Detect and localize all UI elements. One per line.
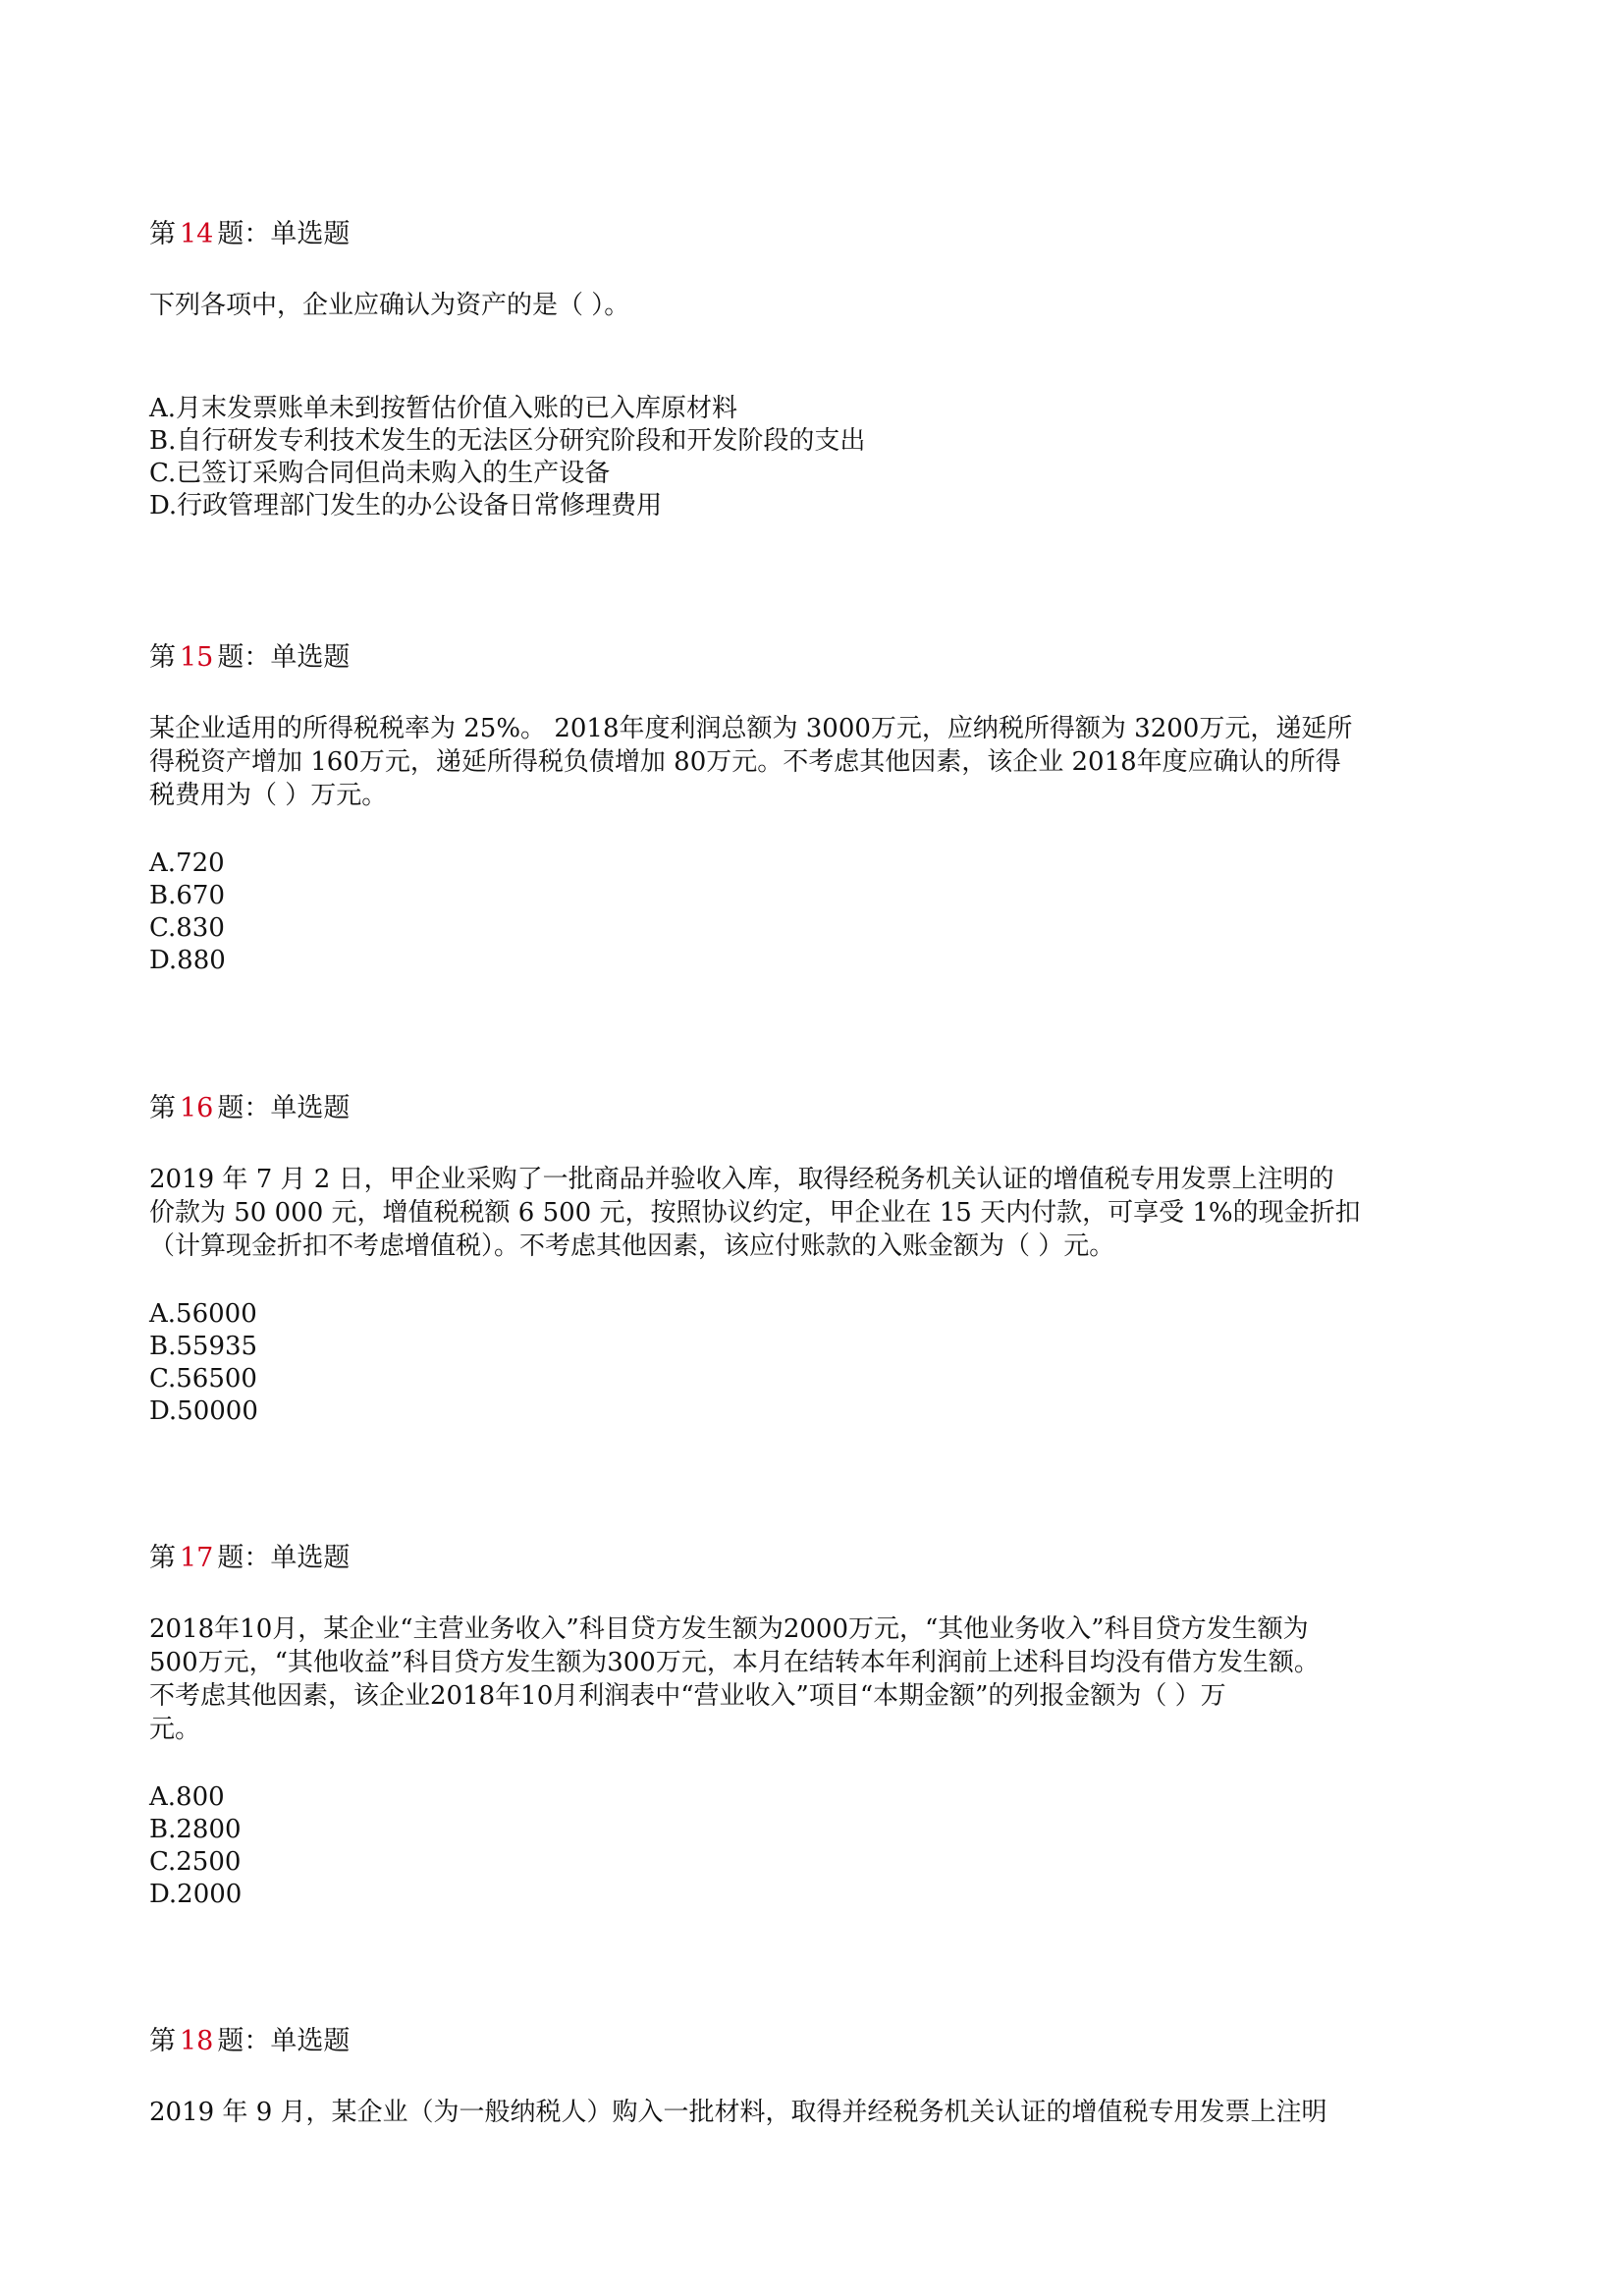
stem-line: 下列各项中，企业应确认为资产的是（ ）。 [149, 291, 630, 320]
question-type: 题：单选题 [217, 2026, 351, 2056]
option-b: B.2800 [149, 1815, 242, 1844]
option-list [149, 1781, 1475, 1911]
option-b: B.55935 [149, 1332, 258, 1361]
question-prefix: 第 [149, 1093, 176, 1123]
question-header [149, 2025, 1475, 2058]
question-header [149, 218, 1475, 251]
option-a: A.月末发票账单未到按暂估价值入账的已入库原材料 [149, 394, 738, 423]
question-prefix: 第 [149, 642, 176, 673]
stem-line: （计算现金折扣不考虑增值税）。不考虑其他因素，该应付账款的入账金额为（ ）元。 [149, 1231, 1115, 1261]
question-type: 题：单选题 [217, 1093, 351, 1123]
option-b: B.670 [149, 881, 225, 910]
stem-line: 元。 [149, 1715, 201, 1744]
question-number: 14 [180, 219, 214, 249]
question-18 [149, 2025, 1475, 2129]
option-c: C.已签订采购合同但尚未购入的生产设备 [149, 459, 611, 488]
stem-line: 2019 年 9 月，某企业（为一般纳税人）购入一批材料，取得并经税务机关认证的增值税专用发票上注明 [149, 2098, 1327, 2127]
stem-line: 某企业适用的所得税税率为 25%。 2018年度利润总额为 3000万元，应纳税所得额为 3200万元，递延所 [149, 714, 1353, 743]
question-number: 16 [180, 1093, 214, 1123]
question-stem [149, 1613, 1475, 1746]
option-list [149, 1298, 1475, 1428]
option-c: C.830 [149, 913, 225, 943]
question-15 [149, 641, 1475, 977]
option-d: D.50000 [149, 1396, 258, 1426]
option-d: D.880 [149, 946, 226, 975]
question-14 [149, 218, 1475, 522]
question-prefix: 第 [149, 2026, 176, 2056]
option-a: A.56000 [149, 1299, 257, 1329]
option-b: B.自行研发专利技术发生的无法区分研究阶段和开发阶段的支出 [149, 426, 866, 456]
question-number: 17 [180, 1543, 214, 1573]
question-prefix: 第 [149, 219, 176, 249]
stem-line: 2019 年 7 月 2 日，甲企业采购了一批商品并验收入库，取得经税务机关认证的增值税专用发票上注明的 [149, 1165, 1334, 1194]
option-list [149, 393, 1475, 522]
option-d: D.2000 [149, 1880, 243, 1909]
option-c: C.2500 [149, 1847, 242, 1877]
option-a: A.800 [149, 1782, 225, 1812]
question-type: 题：单选题 [217, 642, 351, 673]
question-16 [149, 1092, 1475, 1428]
question-stem [149, 289, 1475, 322]
stem-line: 得税资产增加 160万元，递延所得税负债增加 80万元。不考虑其他因素，该企业 2018年度应确认的所得 [149, 747, 1341, 777]
option-c: C.56500 [149, 1364, 257, 1394]
stem-line: 价款为 50 000 元，增值税税额 6 500 元，按照协议约定，甲企业在 15 天内付款，可享受 1%的现金折扣 [149, 1198, 1361, 1228]
stem-line: 2018年10月，某企业“主营业务收入”科目贷方发生额为2000万元，“其他业务收入”科目贷方发生额为 [149, 1614, 1309, 1644]
question-stem [149, 712, 1475, 812]
option-d: D.行政管理部门发生的办公设备日常修理费用 [149, 491, 663, 520]
question-number: 18 [180, 2026, 214, 2056]
question-type: 题：单选题 [217, 219, 351, 249]
stem-line: 不考虑其他因素，该企业2018年10月利润表中“营业收入”项目“本期金额”的列报金额为（ ）万 [149, 1681, 1226, 1711]
option-a: A.720 [149, 848, 225, 878]
question-header [149, 1092, 1475, 1125]
question-17 [149, 1542, 1475, 1911]
option-list [149, 847, 1475, 977]
question-header [149, 641, 1475, 675]
question-stem [149, 2096, 1475, 2129]
question-header [149, 1542, 1475, 1575]
stem-line: 税费用为（ ）万元。 [149, 781, 388, 810]
stem-line: 500万元，“其他收益”科目贷方发生额为300万元，本月在结转本年利润前上述科目均没有借方发生额。 [149, 1648, 1320, 1677]
question-prefix: 第 [149, 1543, 176, 1573]
question-stem [149, 1163, 1475, 1263]
question-type: 题：单选题 [217, 1543, 351, 1573]
question-number: 15 [180, 642, 214, 673]
